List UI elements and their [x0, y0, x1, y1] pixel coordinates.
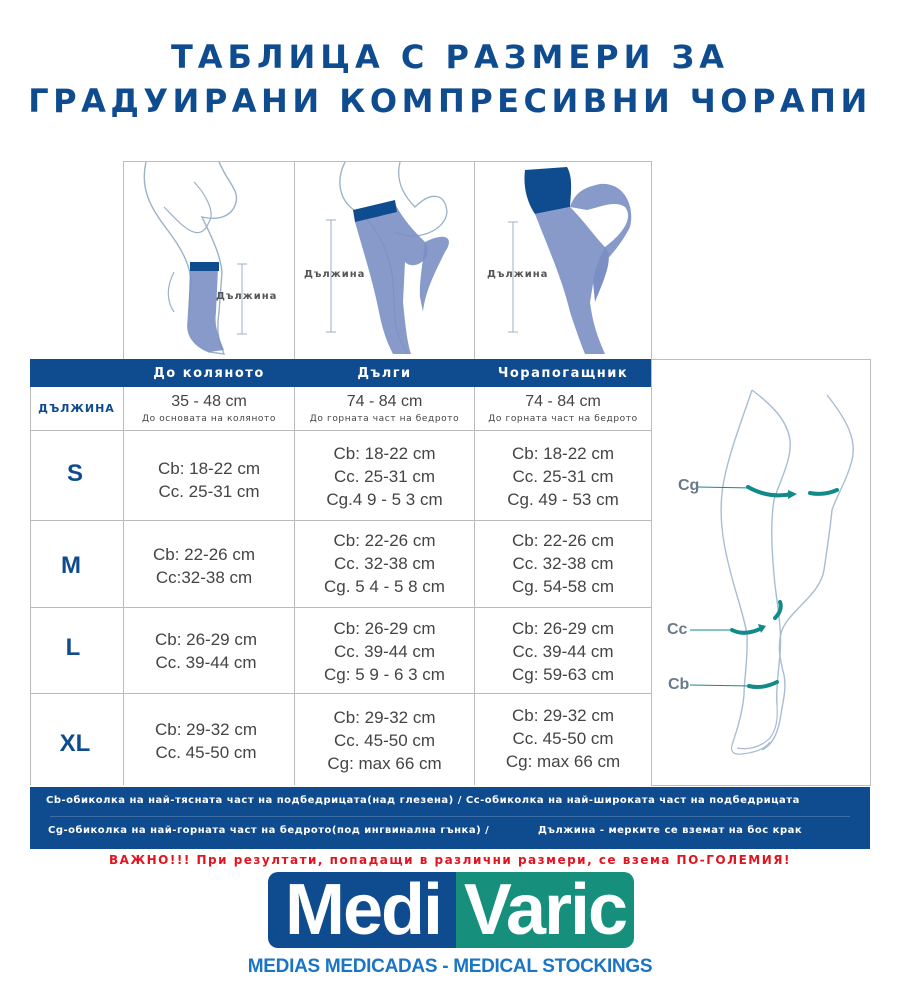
s-tights-cc: Cc. 25-31 cm	[512, 467, 614, 486]
xl-long-cell	[294, 706, 475, 775]
leg-label-cg: Cg	[678, 477, 700, 494]
leg-label-cb: Cb	[668, 676, 690, 693]
grid-row3	[30, 607, 652, 608]
long-length-label: Дължина	[304, 269, 366, 280]
tights-illustration	[475, 162, 651, 359]
length-knee-note: До основата на коляното	[142, 414, 276, 424]
xl-long-cg: Cg: max 66 cm	[327, 754, 442, 773]
s-knee-cell	[123, 457, 295, 503]
s-knee-cb: Cb: 18-22 cm	[157, 459, 261, 478]
notes-divider	[50, 816, 850, 817]
grid-row4	[30, 693, 652, 694]
important-note: ВАЖНО!!! При резултати, попадащи в различни размери, се взема ПО-ГОЛЕМИЯ!	[109, 853, 791, 867]
m-long-cg: Cg. 5 4 - 5 8 cm	[324, 577, 445, 596]
xl-long-cc: Cc. 45-50 cm	[333, 731, 436, 750]
m-long-cc: Cc. 32-38 cm	[333, 554, 436, 573]
l-tights-cell	[474, 617, 652, 686]
s-long-cell	[294, 442, 475, 511]
length-row-label: ДЪЛЖИНА	[38, 402, 115, 415]
l-knee-cb: Cb: 26-29 cm	[154, 630, 258, 649]
xl-knee-cell	[120, 718, 292, 764]
l-knee-cell	[120, 628, 292, 674]
grid-row2	[30, 520, 652, 521]
grid-row1	[30, 430, 652, 431]
xl-tights-cc: Cc. 45-50 cm	[512, 729, 614, 748]
notes-line1: Cb-обиколка на най-тясната част на подбедрицата(над глезена) / Cc-обиколка на най-широката част на подбедрицата	[46, 795, 800, 806]
page-title-line1: ТАБЛИЦА С РАЗМЕРИ ЗА	[170, 38, 730, 76]
m-knee-cb: Cb: 22-26 cm	[152, 545, 256, 564]
l-long-cb: Cb: 26-29 cm	[333, 619, 436, 638]
l-knee-cc: Cc. 39-44 cm	[155, 653, 257, 672]
length-long-value: 74 - 84 cm	[346, 393, 423, 410]
l-long-cell	[294, 617, 475, 686]
notes-line2-b: Дължина - мерките се вземат на бос крак	[538, 825, 803, 836]
logo-varic-text: Varic	[463, 870, 627, 950]
l-long-cg: Cg: 5 9 - 6 3 cm	[324, 665, 445, 684]
length-long-note: До горната част на бедрото	[309, 414, 460, 424]
size-label-s: S	[66, 460, 83, 487]
m-tights-cc: Cc. 32-38 cm	[512, 554, 614, 573]
l-tights-cb: Cb: 26-29 cm	[511, 619, 615, 638]
column-header-knee: До коляното	[153, 366, 265, 381]
page-title-line2: ГРАДУИРАНИ КОМПРЕСИВНИ ЧОРАПИ	[28, 82, 872, 120]
m-long-cb: Cb: 22-26 cm	[333, 531, 436, 550]
m-tights-cb: Cb: 22-26 cm	[511, 531, 615, 550]
s-tights-cell	[474, 442, 652, 511]
l-long-cc: Cc. 39-44 cm	[333, 642, 436, 661]
m-tights-cell	[474, 529, 652, 598]
leg-measurement-diagram	[652, 360, 870, 785]
s-long-cg: Cg.4 9 - 5 3 cm	[326, 490, 443, 509]
logo-medi-text: Medi	[284, 870, 441, 950]
s-tights-cg: Cg. 49 - 53 cm	[507, 490, 619, 509]
xl-tights-cell	[474, 704, 652, 773]
knee-stocking-illustration	[124, 162, 294, 359]
size-label-m: M	[61, 552, 81, 579]
xl-knee-cb: Cb: 29-32 cm	[154, 720, 258, 739]
long-stocking-illustration	[295, 162, 474, 359]
l-tights-cc: Cc. 39-44 cm	[512, 642, 614, 661]
leg-label-cc: Cc	[667, 621, 688, 638]
m-knee-cc: Cc:32-38 cm	[155, 568, 253, 587]
m-tights-cg: Cg. 54-58 cm	[511, 577, 615, 596]
size-label-l: L	[65, 634, 81, 661]
xl-knee-cc: Cc. 45-50 cm	[155, 743, 257, 762]
grid-left	[30, 387, 31, 785]
length-tights-value: 74 - 84 cm	[525, 393, 601, 410]
tights-length-label: Дължина	[487, 269, 549, 280]
m-knee-cell	[118, 543, 290, 589]
column-header-long: Дълги	[357, 366, 412, 381]
s-long-cc: Cc. 25-31 cm	[333, 467, 436, 486]
column-header-tights: Чорапогащник	[497, 366, 629, 381]
knee-length-label: Дължина	[216, 291, 278, 302]
xl-long-cb: Cb: 29-32 cm	[333, 708, 436, 727]
s-long-cb: Cb: 18-22 cm	[333, 444, 436, 463]
xl-tights-cg: Cg: max 66 cm	[505, 752, 621, 771]
size-label-xl: XL	[59, 730, 91, 757]
length-knee-value: 35 - 48 cm	[171, 393, 247, 410]
notes-line2-a: Cg-обиколка на най-горната част на бедрото(под ингвинална гънка) /	[48, 825, 490, 836]
logo-tagline: MEDIAS MEDICADAS - MEDICAL STOCKINGS	[247, 956, 653, 977]
l-tights-cg: Cg: 59-63 cm	[511, 665, 615, 684]
length-tights-note: До горната част на бедрото	[488, 414, 638, 424]
s-tights-cb: Cb: 18-22 cm	[511, 444, 615, 463]
xl-tights-cb: Cb: 29-32 cm	[511, 706, 615, 725]
m-long-cell	[294, 529, 475, 598]
s-knee-cc: Cc. 25-31 cm	[158, 482, 260, 501]
